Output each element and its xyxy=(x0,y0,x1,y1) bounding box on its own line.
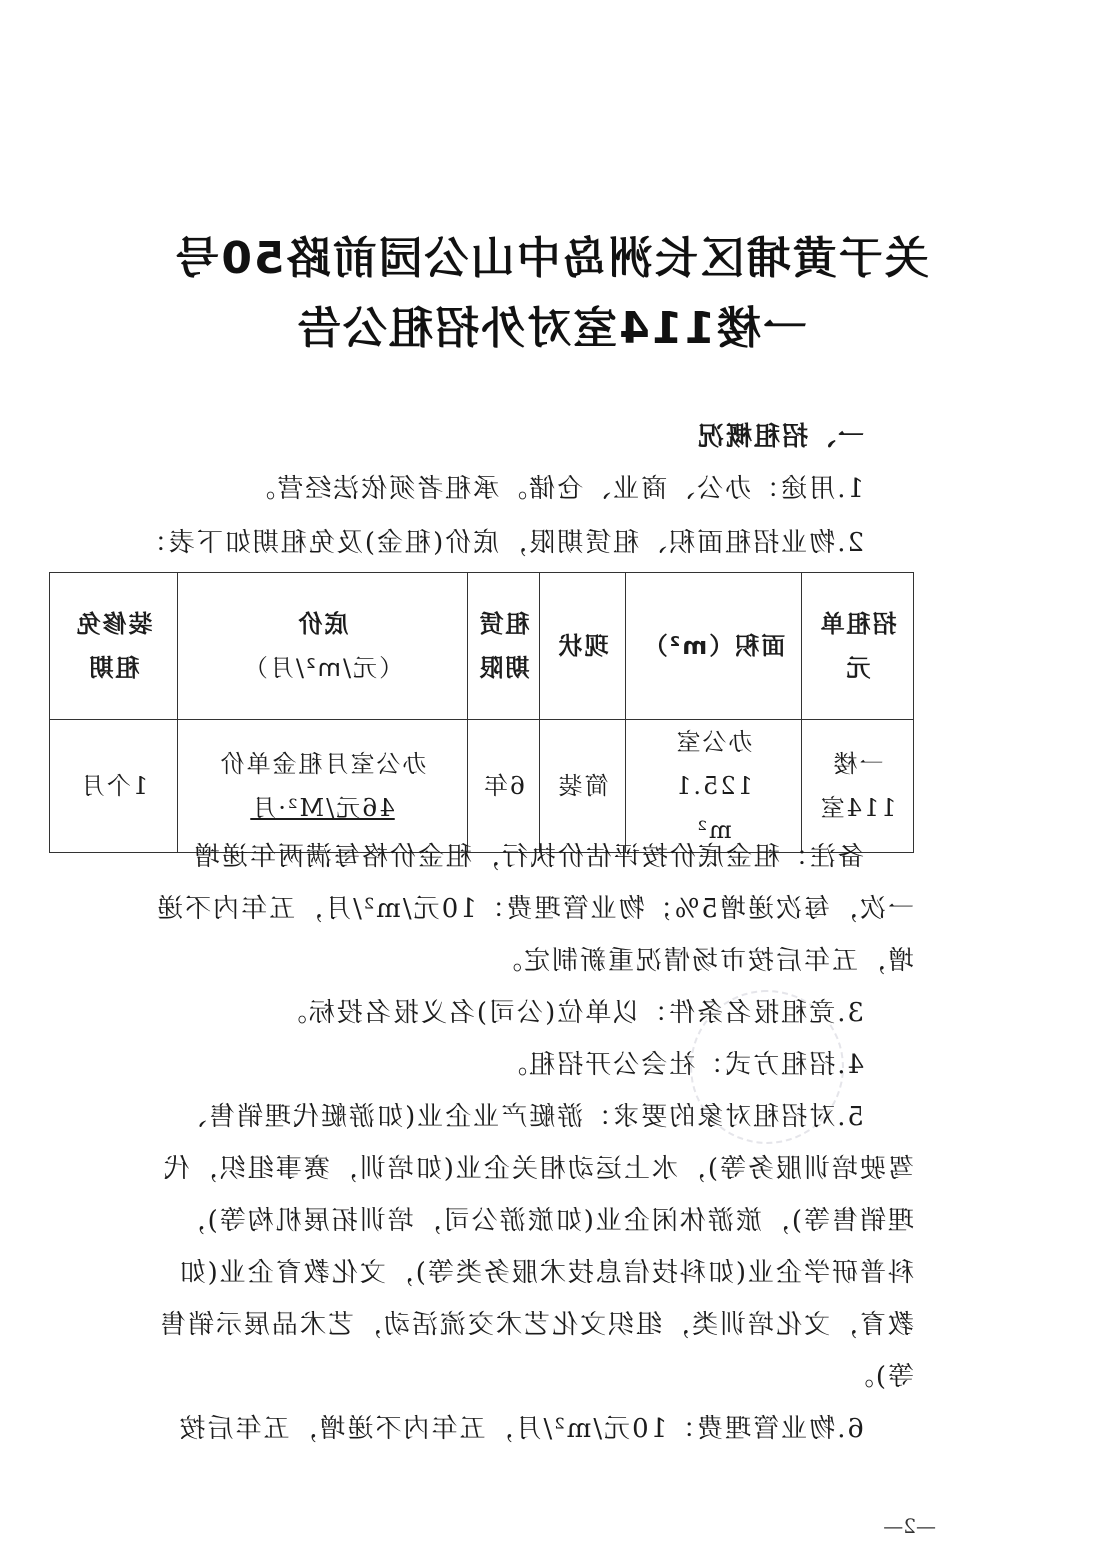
cell-price-line-2: 46元/M²·月 xyxy=(250,794,395,822)
cell-unit xyxy=(802,720,914,853)
item-2: 2.物业招租面积、租赁期限，底价(租金)及免租期如下表： xyxy=(138,528,864,558)
cell-free-period: 1个月 xyxy=(50,720,178,853)
header-term-line-1: 租赁 xyxy=(477,610,530,638)
item-6: 6.物业管理费：10元/m²/月，五年内不递增，五年后按 xyxy=(177,1414,864,1444)
section-heading: 一、招租概况 xyxy=(695,422,864,452)
header-free-line-1: 装修免 xyxy=(74,610,153,638)
header-price-line-2: （元/m²/月） xyxy=(241,654,404,682)
header-price-line-1: 底价 xyxy=(296,610,349,638)
item-1: 1.用途：办公、商业、仓储。承租者须依法经营。 xyxy=(247,474,864,504)
cell-unit-line-2: 114室 xyxy=(818,794,897,822)
header-price xyxy=(178,573,468,720)
item-5-line-4: 科普研学企业(如科技信息技术服务类等)，文化教育企业(如 xyxy=(177,1258,914,1288)
cell-area xyxy=(626,720,802,853)
header-free-period xyxy=(50,573,178,720)
note-line-2: 一次，每次递增5%；物业管理费：10元/m²/月，五年内不递 xyxy=(155,894,914,924)
item-5-line-1: 5.对招租对象的要求：游艇产业企业(如游艇代理销售、 xyxy=(179,1102,864,1132)
cell-price xyxy=(178,720,468,853)
header-term xyxy=(468,573,540,720)
table-header-row xyxy=(50,573,914,720)
item-5-line-6: 等)。 xyxy=(845,1362,914,1392)
item-5-line-3: 理销售等)，旅游休闲企业(如旅游公司，培训拓展机构等)， xyxy=(177,1206,914,1236)
cell-price-line-1: 办公室月租金单价 xyxy=(218,750,427,778)
cell-status: 简装 xyxy=(540,720,626,853)
title-line-1: 关于黄埔区长洲岛中山公园前路50号 xyxy=(173,233,929,284)
cell-unit-line-1: 一楼 xyxy=(831,750,884,778)
note-line-3: 增，五年后按市场情况重新制定。 xyxy=(493,946,914,976)
item-5-line-2: 驾驶培训服务等)，水上运动相关企业(如培训，赛事组织，代 xyxy=(161,1154,914,1184)
table-row xyxy=(50,720,914,853)
item-3: 3.竞租报名条件：以单位(公司)名义报名投标。 xyxy=(278,998,864,1028)
header-area: 面积（m²） xyxy=(626,573,802,720)
header-unit: 招租单元 xyxy=(802,573,914,720)
page-number: —2— xyxy=(883,1514,936,1538)
header-status: 现状 xyxy=(540,573,626,720)
rent-table xyxy=(49,572,914,853)
cell-term: 6年 xyxy=(468,720,540,853)
item-4: 4.招租方式：社会公开招租。 xyxy=(499,1050,864,1080)
cell-area-line-2: m² xyxy=(695,816,732,844)
item-5-line-5: 教育，文化培训类，组织文化艺术交流活动，艺术品展示销售 xyxy=(157,1310,914,1340)
title-line-2: 一楼114室对外招租公告 xyxy=(295,303,807,354)
cell-area-line-1: 办公室 125.1 xyxy=(674,728,753,800)
header-term-line-2: 期限 xyxy=(477,654,530,682)
note-line-1: 备注：租金底价按评估价执行，租金价格每满两年递增 xyxy=(191,842,864,872)
header-free-line-2: 租期 xyxy=(87,654,140,682)
